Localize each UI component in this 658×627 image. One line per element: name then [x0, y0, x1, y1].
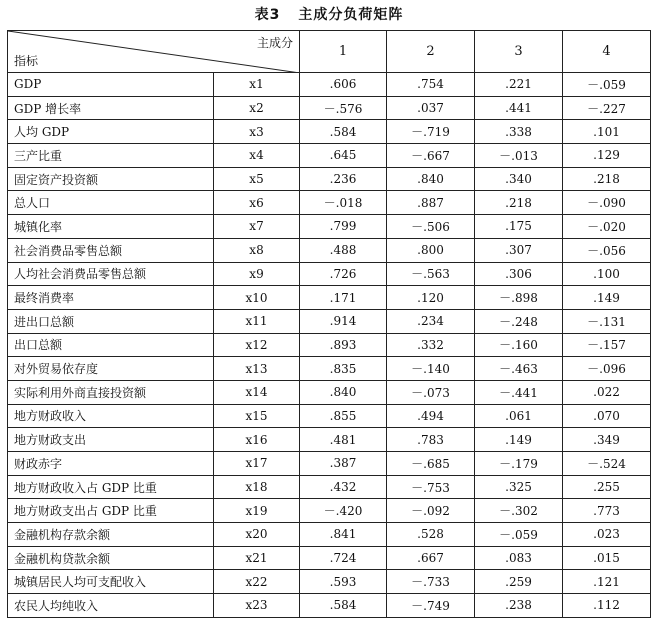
indicator-name: GDP — [8, 73, 214, 97]
table-row — [8, 167, 651, 191]
loading-value-component-2: .887 — [387, 191, 475, 215]
loading-value-component-2: .234 — [387, 309, 475, 333]
loading-value-component-2: －.753 — [387, 475, 475, 499]
loading-value-component-4: .218 — [563, 167, 651, 191]
loading-value-component-4: .100 — [563, 262, 651, 286]
indicator-name: 进出口总额 — [8, 309, 214, 333]
indicator-code: x10 — [214, 286, 300, 310]
table-row — [8, 238, 651, 262]
indicator-code: x17 — [214, 452, 300, 476]
table-row — [8, 523, 651, 547]
component-header-1: 1 — [300, 31, 387, 73]
indicator-name: 地方财政收入 — [8, 404, 214, 428]
table-row — [8, 475, 651, 499]
table-number: 表3 — [254, 7, 281, 23]
loading-value-component-4: －.020 — [563, 215, 651, 239]
loading-value-component-1: .914 — [300, 309, 387, 333]
indicator-code: x12 — [214, 333, 300, 357]
loading-value-component-3: .340 — [475, 167, 563, 191]
loading-value-component-2: －.749 — [387, 594, 475, 618]
loading-value-component-1: .799 — [300, 215, 387, 239]
indicator-name: 城镇化率 — [8, 215, 214, 239]
indicator-code: x15 — [214, 404, 300, 428]
table-row — [8, 570, 651, 594]
loading-value-component-3: .325 — [475, 475, 563, 499]
loading-value-component-3: －.302 — [475, 499, 563, 523]
indicator-name: 最终消费率 — [8, 286, 214, 310]
loading-value-component-4: .129 — [563, 144, 651, 168]
table-row — [8, 333, 651, 357]
loading-value-component-2: .120 — [387, 286, 475, 310]
loading-value-component-3: .306 — [475, 262, 563, 286]
loading-value-component-1: .835 — [300, 357, 387, 381]
indicator-name: 社会消费品零售总额 — [8, 238, 214, 262]
loading-value-component-1: .840 — [300, 380, 387, 404]
loading-value-component-3: －.441 — [475, 380, 563, 404]
loading-value-component-2: －.140 — [387, 357, 475, 381]
loading-value-component-2: .332 — [387, 333, 475, 357]
indicator-code: x9 — [214, 262, 300, 286]
loading-value-component-1: .488 — [300, 238, 387, 262]
loading-value-component-3: .149 — [475, 428, 563, 452]
loading-value-component-1: .841 — [300, 523, 387, 547]
table-row — [8, 120, 651, 144]
indicator-name: 地方财政收入占 GDP 比重 — [8, 475, 214, 499]
table-caption — [0, 4, 658, 24]
indicator-code: x8 — [214, 238, 300, 262]
component-header-3: 3 — [475, 31, 563, 73]
loading-value-component-1: .606 — [300, 73, 387, 97]
table-row — [8, 286, 651, 310]
loading-value-component-3: .083 — [475, 546, 563, 570]
loading-value-component-3: －.059 — [475, 523, 563, 547]
loading-value-component-3: －.179 — [475, 452, 563, 476]
loading-value-component-4: －.227 — [563, 96, 651, 120]
table-body — [8, 73, 651, 618]
loading-value-component-4: .015 — [563, 546, 651, 570]
loading-value-component-3: －.248 — [475, 309, 563, 333]
loading-value-component-4: －.056 — [563, 238, 651, 262]
loading-value-component-2: .667 — [387, 546, 475, 570]
indicator-name: 农民人均纯收入 — [8, 594, 214, 618]
indicator-name: 固定资产投资额 — [8, 167, 214, 191]
component-header-4: 4 — [563, 31, 651, 73]
indicator-code: x16 — [214, 428, 300, 452]
loading-value-component-1: －.420 — [300, 499, 387, 523]
loading-value-component-2: －.719 — [387, 120, 475, 144]
table-row — [8, 380, 651, 404]
indicator-code: x6 — [214, 191, 300, 215]
indicator-name: 金融机构存款余额 — [8, 523, 214, 547]
loading-value-component-1: .432 — [300, 475, 387, 499]
indicator-code: x23 — [214, 594, 300, 618]
loading-value-component-2: －.733 — [387, 570, 475, 594]
loading-value-component-3: －.898 — [475, 286, 563, 310]
loading-value-component-2: －.667 — [387, 144, 475, 168]
indicator-axis-label: 指标 — [14, 54, 39, 68]
loading-value-component-2: －.073 — [387, 380, 475, 404]
table-row — [8, 144, 651, 168]
indicator-name: 人均社会消费品零售总额 — [8, 262, 214, 286]
loading-value-component-1: .236 — [300, 167, 387, 191]
indicator-code: x21 — [214, 546, 300, 570]
loading-value-component-1: .584 — [300, 594, 387, 618]
loading-value-component-3: .221 — [475, 73, 563, 97]
loading-value-component-1: .593 — [300, 570, 387, 594]
loading-value-component-1: .584 — [300, 120, 387, 144]
indicator-name: 人均 GDP — [8, 120, 214, 144]
indicator-code: x19 — [214, 499, 300, 523]
table-row — [8, 262, 651, 286]
indicator-name: 城镇居民人均可支配收入 — [8, 570, 214, 594]
loading-value-component-1: .893 — [300, 333, 387, 357]
indicator-name: 三产比重 — [8, 144, 214, 168]
indicator-code: x7 — [214, 215, 300, 239]
loading-value-component-1: .726 — [300, 262, 387, 286]
indicator-code: x20 — [214, 523, 300, 547]
indicator-code: x14 — [214, 380, 300, 404]
table-row — [8, 594, 651, 618]
loading-value-component-3: .259 — [475, 570, 563, 594]
table-row — [8, 191, 651, 215]
indicator-code: x1 — [214, 73, 300, 97]
loading-value-component-4: －.096 — [563, 357, 651, 381]
loading-value-component-1: －.576 — [300, 96, 387, 120]
loading-value-component-3: .307 — [475, 238, 563, 262]
loading-value-component-1: .645 — [300, 144, 387, 168]
loading-value-component-2: －.685 — [387, 452, 475, 476]
indicator-name: 地方财政支出占 GDP 比重 — [8, 499, 214, 523]
loading-value-component-1: .171 — [300, 286, 387, 310]
loading-value-component-4: .121 — [563, 570, 651, 594]
indicator-name: 出口总额 — [8, 333, 214, 357]
indicator-name: GDP 增长率 — [8, 96, 214, 120]
loading-value-component-3: .175 — [475, 215, 563, 239]
loading-value-component-1: .855 — [300, 404, 387, 428]
table-row — [8, 499, 651, 523]
loading-value-component-2: .754 — [387, 73, 475, 97]
loading-value-component-4: .070 — [563, 404, 651, 428]
loading-value-component-4: .101 — [563, 120, 651, 144]
loading-value-component-2: －.563 — [387, 262, 475, 286]
diagonal-line — [8, 31, 300, 73]
loading-value-component-3: －.463 — [475, 357, 563, 381]
indicator-name: 总人口 — [8, 191, 214, 215]
table-row — [8, 546, 651, 570]
indicator-code: x4 — [214, 144, 300, 168]
loading-value-component-4: .022 — [563, 380, 651, 404]
loading-value-component-2: .494 — [387, 404, 475, 428]
loading-value-component-2: .800 — [387, 238, 475, 262]
table-row — [8, 452, 651, 476]
indicator-name: 对外贸易依存度 — [8, 357, 214, 381]
component-axis-label: 主成分 — [256, 36, 293, 50]
indicator-code: x3 — [214, 120, 300, 144]
loading-value-component-2: －.092 — [387, 499, 475, 523]
table-header-row — [8, 31, 651, 73]
table-row — [8, 309, 651, 333]
loading-value-component-4: －.059 — [563, 73, 651, 97]
table-title: 主成分负荷矩阵 — [298, 7, 404, 23]
loading-value-component-4: .255 — [563, 475, 651, 499]
indicator-name: 财政赤字 — [8, 452, 214, 476]
loading-value-component-3: －.160 — [475, 333, 563, 357]
loading-value-component-4: .773 — [563, 499, 651, 523]
indicator-code: x11 — [214, 309, 300, 333]
component-header-2: 2 — [387, 31, 475, 73]
loading-value-component-1: －.018 — [300, 191, 387, 215]
loading-value-component-4: .149 — [563, 286, 651, 310]
loading-value-component-4: －.131 — [563, 309, 651, 333]
table-row — [8, 73, 651, 97]
loading-value-component-3: －.013 — [475, 144, 563, 168]
loading-value-component-2: .840 — [387, 167, 475, 191]
table-row — [8, 428, 651, 452]
table-row — [8, 404, 651, 428]
loading-value-component-3: .238 — [475, 594, 563, 618]
loading-value-component-2: .783 — [387, 428, 475, 452]
loading-value-component-4: －.524 — [563, 452, 651, 476]
loading-matrix-table — [7, 30, 651, 618]
indicator-code: x18 — [214, 475, 300, 499]
loading-value-component-3: .441 — [475, 96, 563, 120]
table-row — [8, 215, 651, 239]
indicator-code: x22 — [214, 570, 300, 594]
indicator-code: x5 — [214, 167, 300, 191]
loading-value-component-3: .338 — [475, 120, 563, 144]
loading-value-component-4: －.157 — [563, 333, 651, 357]
loading-value-component-4: －.090 — [563, 191, 651, 215]
loading-value-component-2: －.506 — [387, 215, 475, 239]
diagonal-corner-header — [8, 31, 300, 73]
loading-value-component-3: .218 — [475, 191, 563, 215]
indicator-code: x2 — [214, 96, 300, 120]
loading-value-component-4: .112 — [563, 594, 651, 618]
loading-value-component-3: .061 — [475, 404, 563, 428]
indicator-name: 地方财政支出 — [8, 428, 214, 452]
loading-value-component-2: .037 — [387, 96, 475, 120]
loading-value-component-2: .528 — [387, 523, 475, 547]
loading-value-component-1: .724 — [300, 546, 387, 570]
indicator-name: 金融机构贷款余额 — [8, 546, 214, 570]
indicator-name: 实际利用外商直接投资额 — [8, 380, 214, 404]
loading-value-component-4: .023 — [563, 523, 651, 547]
loading-value-component-1: .387 — [300, 452, 387, 476]
indicator-code: x13 — [214, 357, 300, 381]
table-row — [8, 96, 651, 120]
table-row — [8, 357, 651, 381]
loading-value-component-4: .349 — [563, 428, 651, 452]
loading-value-component-1: .481 — [300, 428, 387, 452]
